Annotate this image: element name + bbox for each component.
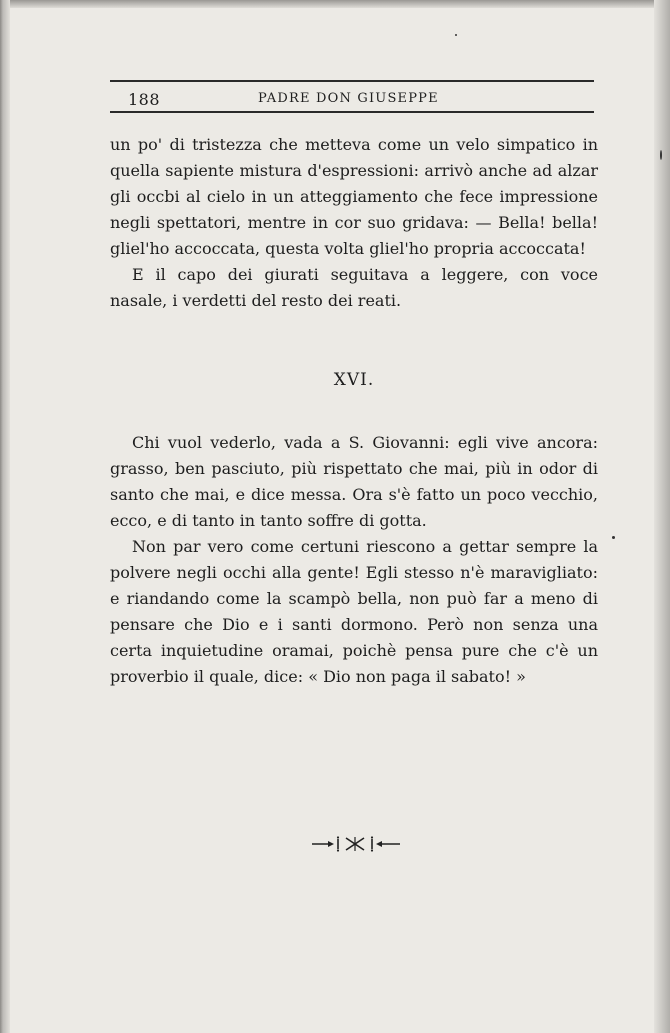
ink-speck [660,150,662,160]
page-header [110,80,594,118]
chapter-heading: XVI. [333,370,375,390]
paragraph: Chi vuol vederlo, vada a S. Giovanni: egli vive ancora: grasso, ben pasciuto, più rispettato che mai, più in odor di santo che mai, e dice messa. Ora s'è fatto un poco vecchio, ecco, e di tanto in tanto soffre di gotta. [110,433,598,530]
text-block-before-chapter [110,132,598,314]
ink-speck [612,536,615,539]
text-block-after-chapter [110,430,598,690]
page-right-shadow [654,0,670,1033]
header-rule-bottom [110,111,594,113]
paragraph: Non par vero come certuni riescono a gettar sempre la polvere negli occhi alla gente! Egli stesso n'è maravigliato: e riandando come la scampò bella, non può far a meno di pensare che Dio e i santi dormono. Però non senza una certa inquietudine oramai, poichè pensa pure che c'è un proverbio il quale, dice: « Dio non paga il sabato! » [110,537,598,686]
end-ornament-icon [300,834,420,854]
ink-speck [455,34,457,36]
page-number: 188 [128,90,161,109]
header-rule-top [110,80,594,82]
page-top-edge [0,0,670,8]
paragraph: un po' di tristezza che metteva come un velo simpatico in quella sapiente mistura d'espressioni: arrivò anche ad alzar gli occbi al cielo in un atteggiamento che fece impressione negli spettatori, mentre in cor suo gridava: — Bella! bella! gliel'ho accoccata, questa volta gliel'ho propria accoccata! [110,135,598,258]
paragraph: E il capo dei giurati seguitava a leggere, con voce nasale, i verdetti del resto dei reati. [110,265,598,310]
running-title: PADRE DON GIUSEPPE [258,91,439,106]
page-left-edge [0,0,10,1033]
